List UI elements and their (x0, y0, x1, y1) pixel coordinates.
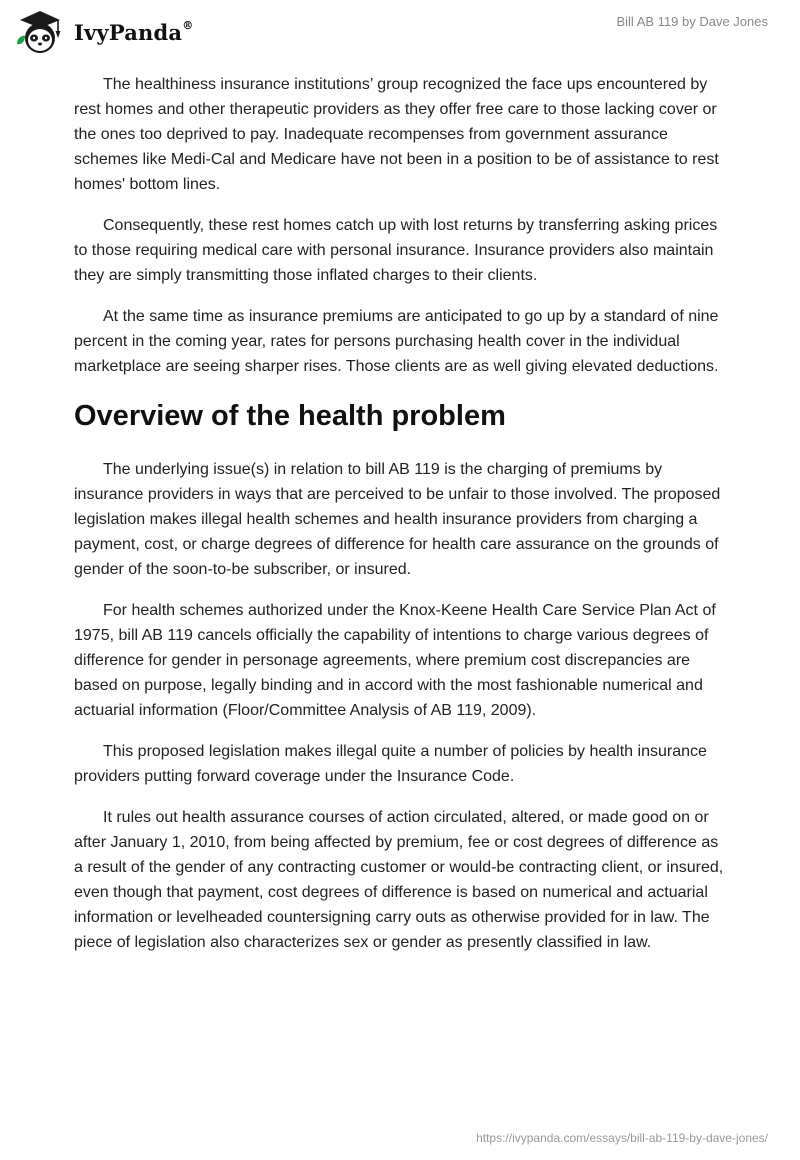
ivypanda-logo[interactable] (14, 8, 193, 56)
document-title: Bill AB 119 by Dave Jones (616, 14, 768, 29)
paragraph: At the same time as insurance premiums are anticipated to go up by a standard of nine percent in the coming year, rates for persons purchasing health cover in the individual marketplace are seeing sharper rises. Those clients are as well giving elevated deductions. (74, 308, 719, 375)
paragraph: Consequently, these rest homes catch up with lost returns by transferring asking prices to those requiring medical care with personal insurance. Insurance providers also maintain they are simply transmitting those inflated charges to their clients. (74, 217, 718, 284)
panda-graduate-icon (14, 8, 66, 56)
paragraph: It rules out health assurance courses of action circulated, altered, or made good on or after January 1, 2010, from being affected by premium, fee or cost degrees of difference as a result of the gender of any contracting customer or would-be contracting client, or insured, even though that payment, cost degrees of difference is based on numerical and actuarial information or levelheaded countersigning carry outs as otherwise provided for in law. The piece of legislation also characterizes sex or gender as presently classified in law. (74, 809, 724, 951)
paragraph: The healthiness insurance institutions’ group recognized the face ups encountered by rest homes and other therapeutic providers as they offer free care to those lacking cover or the ones too deprived to pay. Inadequate recompenses from government assurance schemes like Medi-Cal and Medicare have not been in a position to be of assistance to rest homes' bottom lines. (74, 76, 719, 193)
paragraph: This proposed legislation makes illegal quite a number of policies by health insurance providers putting forward coverage under the Insurance Code. (74, 743, 707, 785)
section-heading: Overview of the health problem (74, 400, 506, 432)
brand-name: IvyPanda® (74, 18, 194, 45)
paragraph: For health schemes authorized under the Knox-Keene Health Care Service Plan Act of 1975, bill AB 119 cancels officially the capability of intentions to charge various degrees of difference for gender in personage agreements, where premium cost discrepancies are based on purpose, legally binding and in accord with the most fashionable numerical and actuarial information (Floor/Committee Analysis of AB 119, 2009). (74, 602, 716, 719)
essay-body (74, 72, 728, 971)
page-header (0, 0, 800, 62)
paragraph: The underlying issue(s) in relation to bill AB 119 is the charging of premiums by insurance providers in ways that are perceived to be unfair to those involved. The proposed legislation makes illegal health schemes and health insurance providers from charging a payment, cost, or charge degrees of difference for health care assurance on the grounds of gender of the soon-to-be subscriber, or insured. (74, 461, 721, 578)
source-url[interactable]: https://ivypanda.com/essays/bill-ab-119-by-dave-jones/ (476, 1131, 768, 1145)
